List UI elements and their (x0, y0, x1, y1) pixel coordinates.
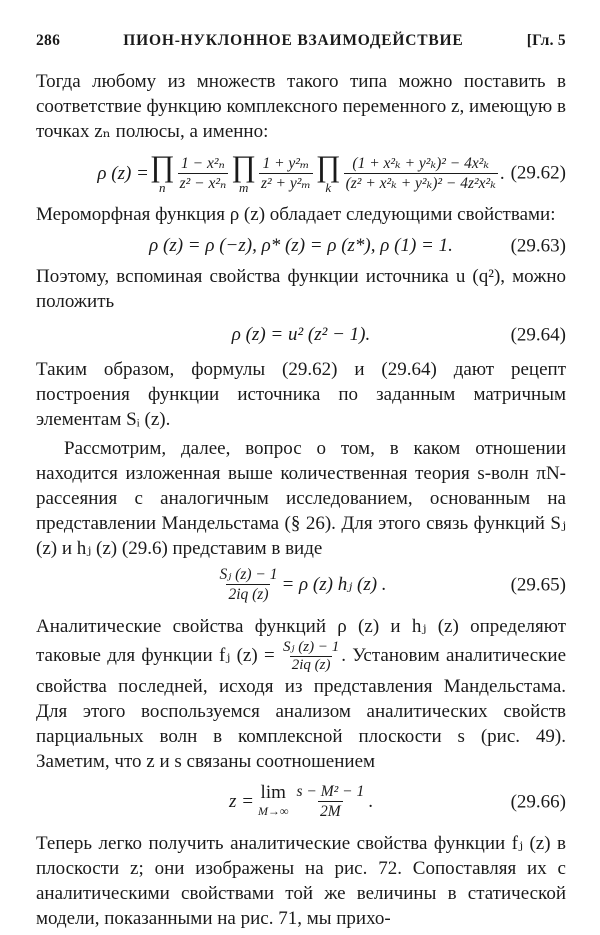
eq62-fraction-1: $\frac{\text{1 − x²ₙ}}{\text{z² − x²ₙ}}$ (179, 154, 227, 192)
paragraph-intro: Тогда любому из множеств такого типа можно поставить в соответствие функцию комплексного переменного z, имеющую в точках zₙ полюсы, а именно: (36, 71, 566, 142)
page-number: 286 (36, 32, 61, 49)
product-over-k: ∏ k (315, 150, 341, 195)
paragraph-recipe: Таким образом, формулы (29.62) и (29.64) дают рецепт построения функции источника по заданным матричным элементам Sᵢ (z). (36, 359, 566, 430)
equation-number-29-65: (29.65) (510, 574, 566, 595)
equation-29-63 (36, 233, 566, 258)
eq63-body: ρ (z) = ρ (−z), ρ* (z) = ρ (z*), ρ (1) = 1. (149, 235, 453, 256)
product-over-n: ∏ n (149, 150, 175, 195)
eq65-rhs: = ρ (z) hⱼ (z) . (281, 574, 387, 595)
eq65-fraction: $\frac{\text{Sⱼ (z) − 1}}{2iq (z)}$ (219, 566, 278, 603)
eq62-fraction-3: $\frac{\text{(1 + x²ₖ + y²ₖ)² − 4x²ₖ}}{\text{(z² + x²ₖ + y²ₖ)² − 4z²x²ₖ}}$ (345, 154, 496, 192)
eq66-lhs: z = (228, 791, 254, 812)
eq64-body: ρ (z) = u² (z² − 1). (231, 324, 371, 345)
paragraph-therefore: Поэтому, вспоминая свойства функции источника u (q²), можно положить (36, 266, 566, 312)
eq62-fraction-2: $\frac{\text{1 + y²ₘ}}{\text{z² + y²ₘ}}$ (260, 154, 311, 192)
page-header (36, 28, 566, 53)
equation-29-62 (36, 152, 566, 194)
inline-fraction-f: $\frac{\text{Sⱼ (z) − 1}}{2iq (z)}$ (283, 639, 340, 673)
paragraph-consider: Рассмотрим, далее, вопрос о том, в каком отношении находится изложенная выше количественная теория s-волн πN-рассеяния с аналогичным исследованием, основанным на представлении Мандельстама (§ 26). Для этого связь функций Sⱼ (z) и hⱼ (z) (29.6) представим в виде (36, 438, 566, 559)
eq62-tail: . (499, 162, 505, 184)
eq66-fraction: $\frac{\text{s − M² − 1}}{2M}$ (296, 783, 365, 820)
paragraph-final: Теперь легко получить аналитические свойства функции fⱼ (z) в плоскости z; они изображены на рис. 72. Сопоставляя их с аналитическими свойствами той же величины в статической модели, показанными на рис. 71, мы прихо- (36, 833, 566, 929)
paragraph-analytic (36, 614, 566, 774)
equation-number-29-66: (29.66) (510, 791, 566, 812)
equation-29-66 (36, 782, 566, 821)
p6-text-before: Аналитические свойства функций ρ (z) и hⱼ (z) определяют таковые для функции fⱼ (z) = (36, 616, 566, 666)
eq66-limit: lim M→∞ (257, 781, 289, 818)
eq66-tail: . (368, 791, 374, 812)
running-title: ПИОН-НУКЛОННОЕ ВЗАИМОДЕЙСТВИЕ (123, 32, 464, 49)
equation-number-29-63: (29.63) (510, 235, 566, 256)
p6-text-after: . Установим аналитические свойства последней, исходя из представления Мандельстама. Для этого воспользуемся анализом аналитических свойств парциальных волн в комплексной плоскости s (рис. 49). Заметим, что z и s связаны соотношением (36, 644, 567, 772)
equation-29-64 (36, 322, 566, 347)
equation-number-29-64: (29.64) (510, 324, 566, 345)
chapter-marker: [Гл. 5 (526, 32, 566, 49)
product-over-m: ∏ m (231, 150, 256, 195)
equation-number-29-62: (29.62) (510, 162, 566, 184)
eq62-lhs: ρ (z) = (97, 162, 149, 184)
equation-29-65 (36, 565, 566, 604)
paragraph-meromorphic: Мероморфная функция ρ (z) обладает следующими свойствами: (36, 204, 556, 225)
